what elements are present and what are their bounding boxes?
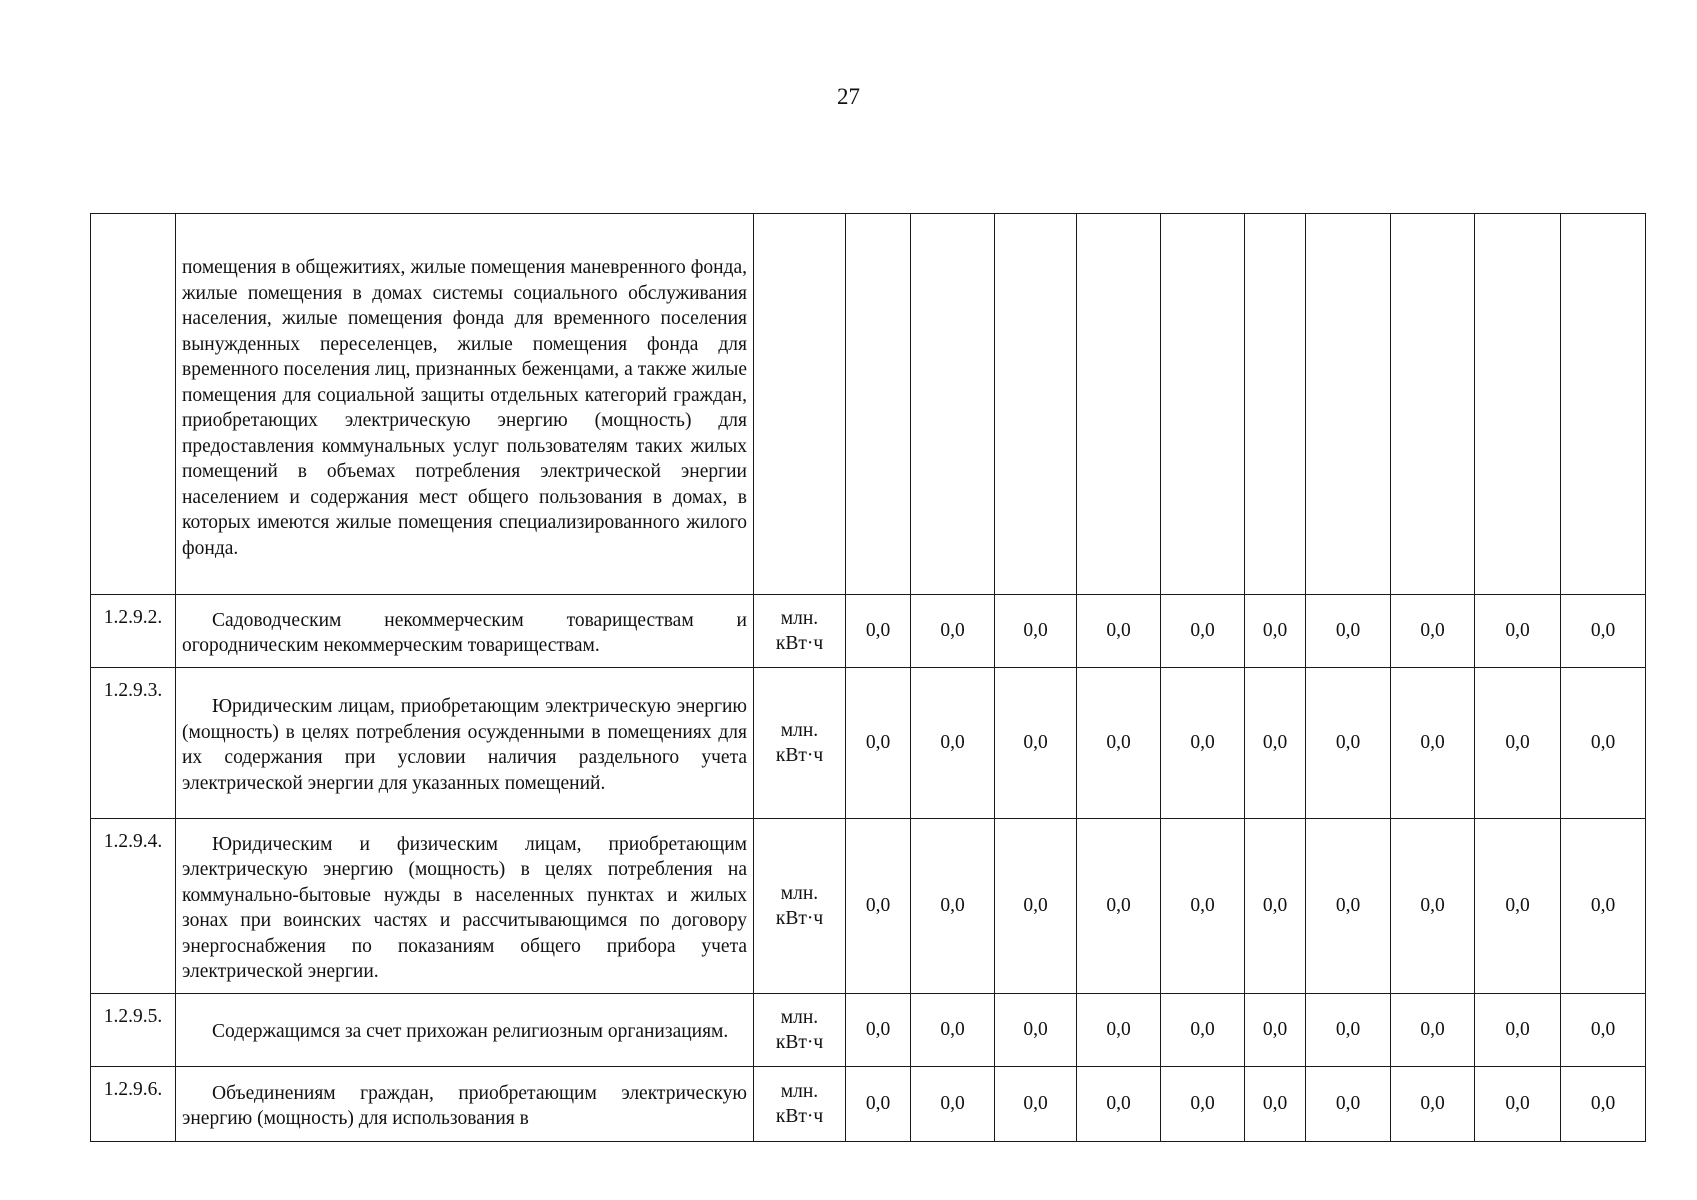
value-cell: 0,0 [1475,994,1561,1067]
table-row [91,994,1646,1067]
row-unit: млн. кВт·ч [754,994,846,1067]
value-cell [1306,214,1391,595]
table-row [91,214,1646,595]
value-cell: 0,0 [846,668,911,819]
value-cell: 0,0 [1245,994,1306,1067]
table-row [91,819,1646,994]
value-cell: 0,0 [1306,595,1391,668]
value-cell: 0,0 [1161,1067,1245,1142]
value-cell [911,214,995,595]
value-cell: 0,0 [1391,595,1475,668]
value-cell: 0,0 [1306,668,1391,819]
value-cell: 0,0 [1245,819,1306,994]
row-number [91,214,176,595]
row-number: 1.2.9.2. [91,595,176,668]
value-cell: 0,0 [1475,819,1561,994]
value-cell: 0,0 [1391,994,1475,1067]
table-row [91,595,1646,668]
value-cell: 0,0 [995,668,1077,819]
value-cell: 0,0 [1306,1067,1391,1142]
row-unit: млн. кВт·ч [754,595,846,668]
value-cell: 0,0 [1077,595,1161,668]
value-cell [995,214,1077,595]
value-cell: 0,0 [1561,994,1646,1067]
value-cell: 0,0 [1077,668,1161,819]
value-cell [1475,214,1561,595]
value-cell: 0,0 [1561,668,1646,819]
value-cell: 0,0 [1391,1067,1475,1142]
value-cell: 0,0 [1475,668,1561,819]
row-unit: млн. кВт·ч [754,668,846,819]
row-description: Садоводческим некоммерческим товариществам и огородническим некоммерческим товариществам. [176,595,754,668]
page-number: 27 [837,84,860,109]
value-cell: 0,0 [1077,819,1161,994]
value-cell [1245,214,1306,595]
value-cell [1561,214,1646,595]
value-cell: 0,0 [846,994,911,1067]
value-cell: 0,0 [995,595,1077,668]
value-cell: 0,0 [911,595,995,668]
value-cell: 0,0 [846,1067,911,1142]
row-unit: млн. кВт·ч [754,1067,846,1142]
value-cell: 0,0 [995,819,1077,994]
value-cell [1161,214,1245,595]
value-cell: 0,0 [1391,668,1475,819]
value-cell: 0,0 [1306,994,1391,1067]
row-description: Содержащимся за счет прихожан религиозным организациям. [176,994,754,1067]
table-row [91,668,1646,819]
row-unit [754,214,846,595]
value-cell: 0,0 [911,819,995,994]
value-cell: 0,0 [911,668,995,819]
value-cell: 0,0 [995,994,1077,1067]
row-unit: млн. кВт·ч [754,819,846,994]
row-number: 1.2.9.3. [91,668,176,819]
value-cell: 0,0 [911,1067,995,1142]
value-cell: 0,0 [1475,595,1561,668]
value-cell: 0,0 [1245,1067,1306,1142]
value-cell: 0,0 [911,994,995,1067]
row-description: Объединениям граждан, приобретающим электрическую энергию (мощность) для использования в [176,1067,754,1142]
value-cell: 0,0 [846,595,911,668]
row-number: 1.2.9.6. [91,1067,176,1142]
value-cell: 0,0 [1561,595,1646,668]
value-cell: 0,0 [1475,1067,1561,1142]
row-description: Юридическим лицам, приобретающим электрическую энергию (мощность) в целях потребления осужденными в помещениях для их содержания при условии наличия раздельного учета электрической энергии для указанных помещений. [176,668,754,819]
value-cell: 0,0 [1245,668,1306,819]
tariff-table [90,213,1646,1142]
value-cell: 0,0 [1245,595,1306,668]
value-cell [846,214,911,595]
value-cell: 0,0 [1077,1067,1161,1142]
value-cell: 0,0 [1161,994,1245,1067]
value-cell: 0,0 [1561,1067,1646,1142]
value-cell: 0,0 [995,1067,1077,1142]
value-cell: 0,0 [1161,595,1245,668]
value-cell [1077,214,1161,595]
value-cell: 0,0 [846,819,911,994]
table-row [91,1067,1646,1142]
row-description: Юридическим и физическим лицам, приобретающим электрическую энергию (мощность) в целях потребления на коммунально-бытовые нужды в населенных пунктах и жилых зонах при воинских частях и рассчитывающимся по договору энергоснабжения по показаниям общего прибора учета электрической энергии. [176,819,754,994]
value-cell [1391,214,1475,595]
row-number: 1.2.9.4. [91,819,176,994]
row-number: 1.2.9.5. [91,994,176,1067]
value-cell: 0,0 [1561,819,1646,994]
row-description: помещения в общежитиях, жилые помещения маневренного фонда, жилые помещения в домах системы социального обслуживания населения, жилые помещения фонда для временного поселения вынужденных переселенцев, жилые помещения фонда для временного поселения лиц, признанных беженцами, а также жилые помещения для социальной защиты отдельных категорий граждан, приобретающих электрическую энергию (мощность) для предоставления коммунальных услуг пользователям таких жилых помещений в объемах потребления электрической энергии населением и содержания мест общего пользования в домах, в которых имеются жилые помещения специализированного жилого фонда. [176,214,754,595]
value-cell: 0,0 [1306,819,1391,994]
value-cell: 0,0 [1161,819,1245,994]
value-cell: 0,0 [1077,994,1161,1067]
value-cell: 0,0 [1161,668,1245,819]
value-cell: 0,0 [1391,819,1475,994]
